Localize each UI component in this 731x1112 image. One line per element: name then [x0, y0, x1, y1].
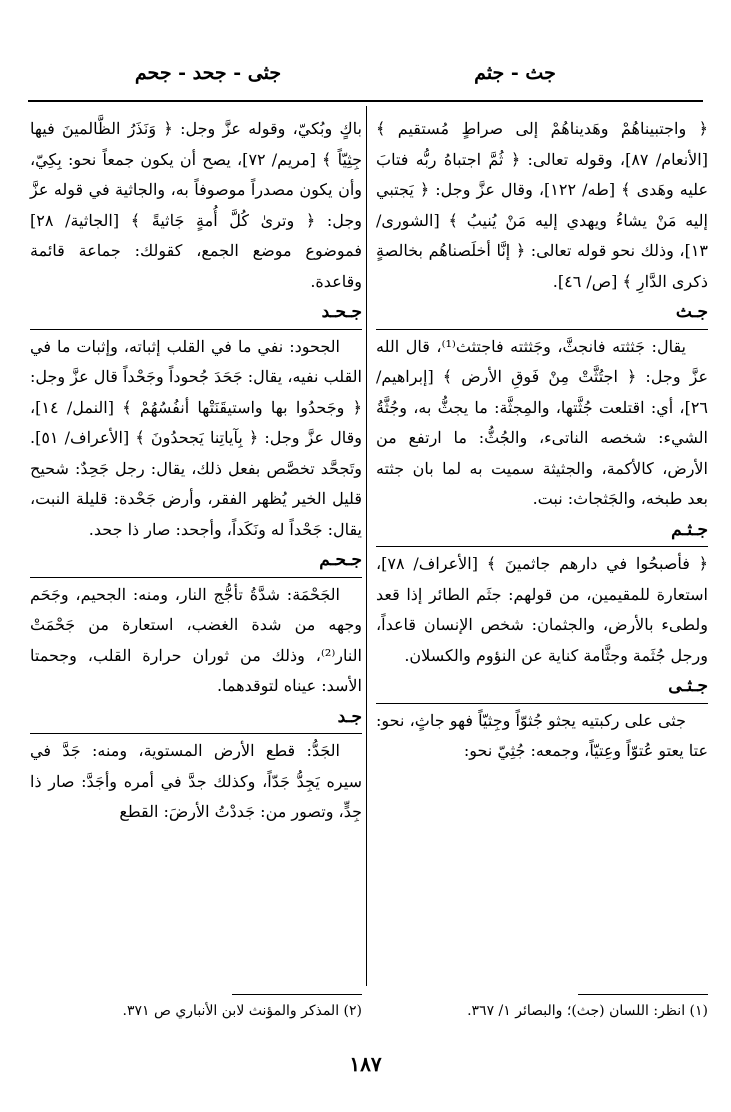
running-header-right: جث - جثم: [474, 62, 556, 84]
right-column: [376, 114, 708, 767]
entry-body: يقال: جَثثته فانجثَّ، وجَثثته فاجتثث⁽¹⁾، قال الله عزَّ وجل: ﴿ اجتُثَّتْ مِنْ فَوقِ الأرض ﴾ [إبراهيم/ ٢٦]، أي: اقتلعت جُثَّتها، والمِجثَّة: ما يجثُّ به، وجُثَّةُ الشيء: شخصه الناتىء، والجُثُّ: ما ارتفع من الأرض، كالأكمة، والجثيثة سميت به لما بان جثته بعد طبخه، والجَثجاث: نبت.: [376, 336, 708, 508]
heading-rule: [30, 577, 362, 578]
entry-heading: جـحـد: [321, 302, 362, 322]
entry-heading: جـد: [337, 706, 362, 727]
heading-rule: [30, 329, 362, 330]
entry-body: الجَدُّ: قطع الأرض المستوية، ومنه: جَدَّ في سيره يَجِدُّ جَدّاً، وكذلك جدَّ في أمره وأجَدَّ: صار ذا جِدٍّ، وتصور من: جَددْتُ الأرضَ: القطع: [30, 741, 362, 821]
entry-body: الجحود: نفي ما في القلب إثباته، وإثبات ما في القلب نفيه، يقال: جَحَدَ جُحوداً وجَحْداً قال عزَّ وجل: ﴿ وجَحدُوا بها واستيقَنَتْها أنفُسُهُمْ ﴾ [النمل/ ١٤]، وقال عزَّ وجل: ﴿ بِآياتِنا يَجحدُونَ ﴾ [الأعراف/ ٥١]. وتَجحَّد تخصَّص بفعل ذلك، يقال: رجل جَحِدٌ: شحيح قليل الخير يُظهر الفقر، وأرض جَحْدة: قليلة النبت، يقال: جَحْداً له ونَكَداً، وأجحد: صار ذا جحد.: [30, 336, 362, 539]
entry-body: الجَحْمَة: شدَّةُ تأجُّج النار، ومنه: الجحيم، وجَحَم وجهه من شدة الغضب، استعارة من جَحْمَتْ النار⁽²⁾، وذلك من ثوران حرارة القلب، وجحمتا الأسد: عيناه لتوقدهما.: [30, 584, 362, 695]
entry-heading: جـثـم: [671, 519, 708, 540]
footnote-rule: [232, 994, 362, 995]
left-column: [30, 114, 362, 828]
footnote-1: (١) انظر: اللسان (جث)؛ والبصائر ١/ ٣٦٧.: [467, 1003, 708, 1019]
entry-body: جثى على ركبتيه يجثو جُثوّاً وجِثيّاً فهو جاثٍ، نحو: عتا يعتو عُتوّاً وعِتيّاً، وجمعه: جُثِيّ نحو:: [376, 710, 708, 760]
heading-rule: [30, 733, 362, 734]
running-header-left: جثى - جحد - جحم: [134, 62, 282, 84]
heading-rule: [376, 546, 708, 547]
entry-heading: جـث: [675, 302, 708, 322]
page-number: ١٨٧: [349, 1052, 382, 1076]
entry-heading: جـثـى: [668, 676, 708, 696]
entry-continuation: ﴿ واجتبيناهُمْ وهَديناهُمْ إلى صراطٍ مُستقيم ﴾ [الأنعام/ ٨٧]، وقوله تعالى: ﴿ ثُمَّ اجتباهُ ربُّه فتابَ عليه وهَدى ﴾ [طه/ ١٢٢]، وقال عزَّ وجل: ﴿ يَجتبي إليه مَنْ يشاءُ ويهدي إليه مَنْ يُنيبُ ﴾ [الشورى/ ١٣]، وذلك نحو قوله تعالى: ﴿ إنَّا أخلَصناهُم بخالصةٍ ذكرى الدَّارِ ﴾ [ص/ ٤٦].: [376, 119, 708, 291]
heading-rule: [376, 703, 708, 704]
entry-body: ﴿ فأصبحُوا في دارهم جاثمينَ ﴾ [الأعراف/ ٧٨]، استعارة للمقيمين، من قولهم: جثَم الطائر إذا قعد ولطىء بالأرض، والجثمان: شخص الإنسان قاعداً، ورجل جُثَمة وجثَّامة كناية عن النؤوم والكسلان.: [376, 554, 708, 665]
heading-rule: [376, 329, 708, 330]
footnote-rule: [578, 994, 708, 995]
entry-continuation: باكٍ وبُكيّ، وقوله عزَّ وجل: ﴿ وَنَذَرُ الظَّالمينَ فيها جِثِيّاً ﴾ [مريم/ ٧٢]، يصح أن يكون جمعاً نحو: بِكِيّ، وأن يكون مصدراً موصوفاً به، والجاثية في قوله عزَّ وجل: ﴿ وترىٰ كُلَّ أُمةٍ جَاثيةً ﴾ [الجاثية/ ٢٨] فموضوع موضع الجمع، كقولك: جماعة قائمة وقاعدة.: [30, 119, 363, 291]
header-rule: [28, 100, 703, 102]
column-divider: [366, 106, 367, 986]
footnote-2: (٢) المذكر والمؤنث لابن الأنباري ص ٣٧١.: [122, 1003, 362, 1019]
entry-heading: جـحـم: [319, 550, 362, 570]
